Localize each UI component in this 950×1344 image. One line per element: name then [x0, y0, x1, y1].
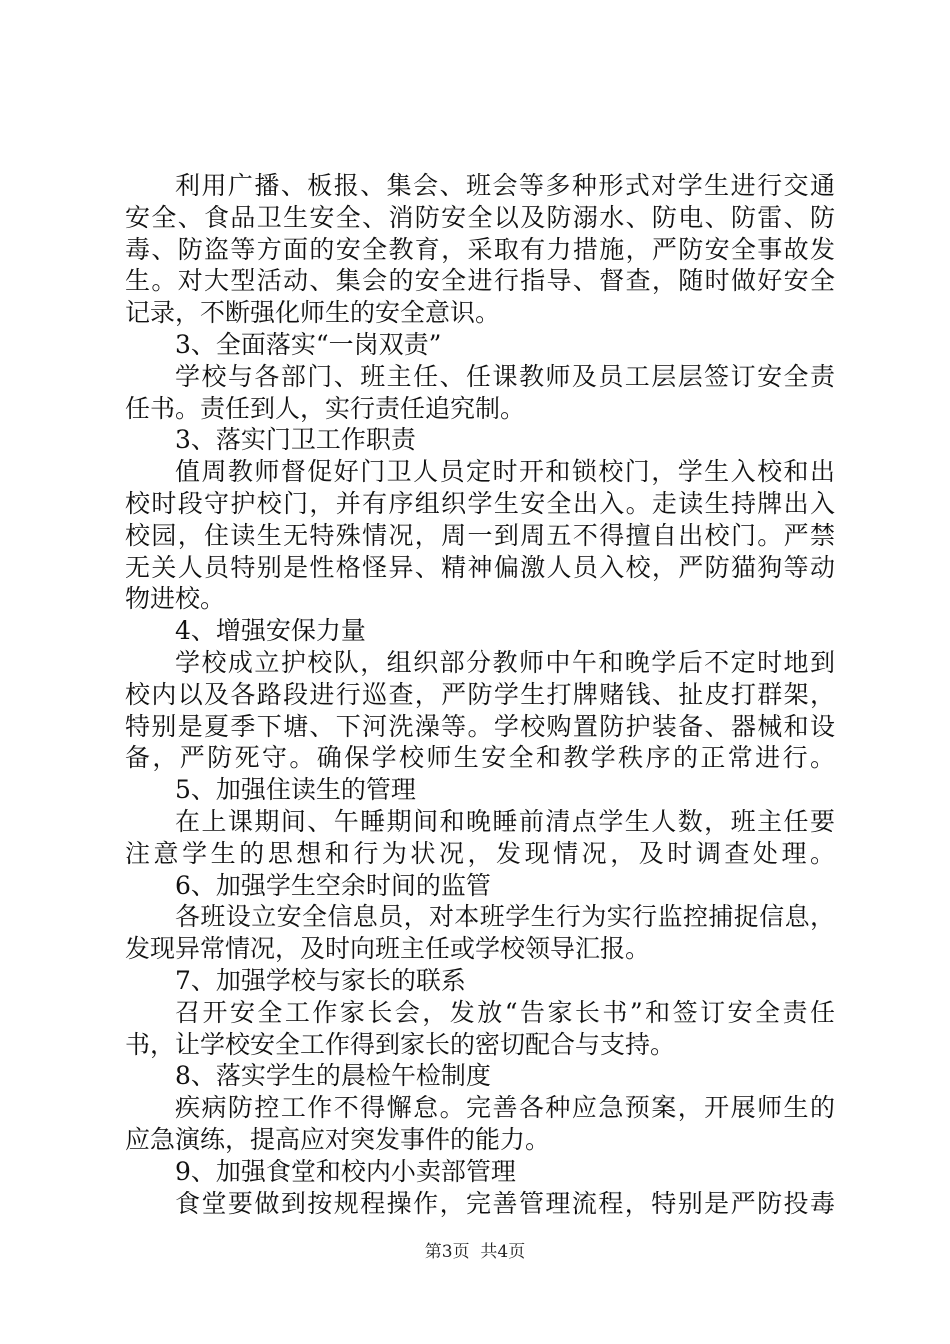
text-line: 6、加强学生空余时间的监管 [175, 870, 491, 900]
text-line: 5、加强住读生的管理 [175, 775, 416, 805]
document-body [125, 170, 839, 1219]
text-line: 在上课期间、午睡期间和晚睡前清点学生人数，班主任要 [175, 806, 837, 836]
text-line: 校时段守护校门，并有序组织学生安全出入。走读生持牌出入 [125, 488, 837, 518]
text-line: 学校与各部门、班主任、任课教师及员工层层签订安全责 [175, 361, 837, 391]
text-line: 无关人员特别是性格怪异、精神偏激人员入校，严防猫狗等动 [125, 552, 837, 582]
text-line: 召开安全工作家长会，发放“告家长书”和签订安全责任 [175, 997, 838, 1027]
text-line: 校内以及各路段进行巡查，严防学生打牌赌钱、扯皮打群架， [125, 679, 837, 709]
text-line: 8、落实学生的晨检午检制度 [175, 1061, 491, 1091]
footer-spacer [470, 1242, 481, 1262]
text-line: 任书。责任到人，实行责任追究制。 [125, 393, 526, 423]
text-line: 7、加强学校与家长的联系 [175, 965, 466, 995]
text-line: 9、加强食堂和校内小卖部管理 [175, 1156, 516, 1186]
text-line: 各班设立安全信息员，对本班学生行为实行监控捕捉信息， [175, 902, 836, 932]
text-line: 注意学生的思想和行为状况，发现情况，及时调查处理。 [125, 838, 839, 868]
page-number: 第3页 [424, 1242, 470, 1262]
text-line: 校园，住读生无特殊情况，周一到周五不得擅自出校门。严禁 [125, 520, 837, 550]
text-line: 3、全面落实“一岗双责” [175, 329, 442, 359]
text-line: 3、落实门卫工作职责 [175, 425, 416, 455]
text-line: 备，严防死守。确保学校师生安全和教学秩序的正常进行。 [125, 743, 838, 773]
text-line: 值周教师督促好门卫人员定时开和锁校门，学生入校和出 [175, 457, 837, 487]
text-line: 4、增强安保力量 [175, 616, 366, 646]
page-footer [0, 1241, 950, 1263]
text-line: 物进校。 [125, 584, 226, 614]
text-line: 疾病防控工作不得懈怠。完善各种应急预案，开展师生的 [175, 1093, 837, 1123]
text-line: 利用广播、板报、集会、班会等多种形式对学生进行交通 [175, 171, 837, 200]
text-line: 学校成立护校队，组织部分教师中午和晚学后不定时地到 [175, 647, 837, 677]
text-line: 生。对大型活动、集会的安全进行指导、督查，随时做好安全 [125, 266, 837, 296]
text-line: 安全、食品卫生安全、消防安全以及防溺水、防电、防雷、防 [125, 202, 837, 232]
text-line: 毒、防盗等方面的安全教育，采取有力措施，严防安全事故发 [125, 234, 837, 264]
text-line: 应急演练，提高应对突发事件的能力。 [125, 1124, 551, 1154]
text-line: 书，让学校安全工作得到家长的密切配合与支持。 [125, 1029, 676, 1059]
text-line: 食堂要做到按规程操作，完善管理流程，特别是严防投毒 [175, 1188, 837, 1218]
text-line: 特别是夏季下塘、下河洗澡等。学校购置防护装备、器械和设 [125, 711, 837, 741]
page-total: 共4页 [480, 1242, 526, 1262]
text-line: 记录，不断强化师生的安全意识。 [125, 298, 501, 328]
text-line: 发现异常情况，及时向班主任或学校领导汇报。 [125, 934, 651, 964]
